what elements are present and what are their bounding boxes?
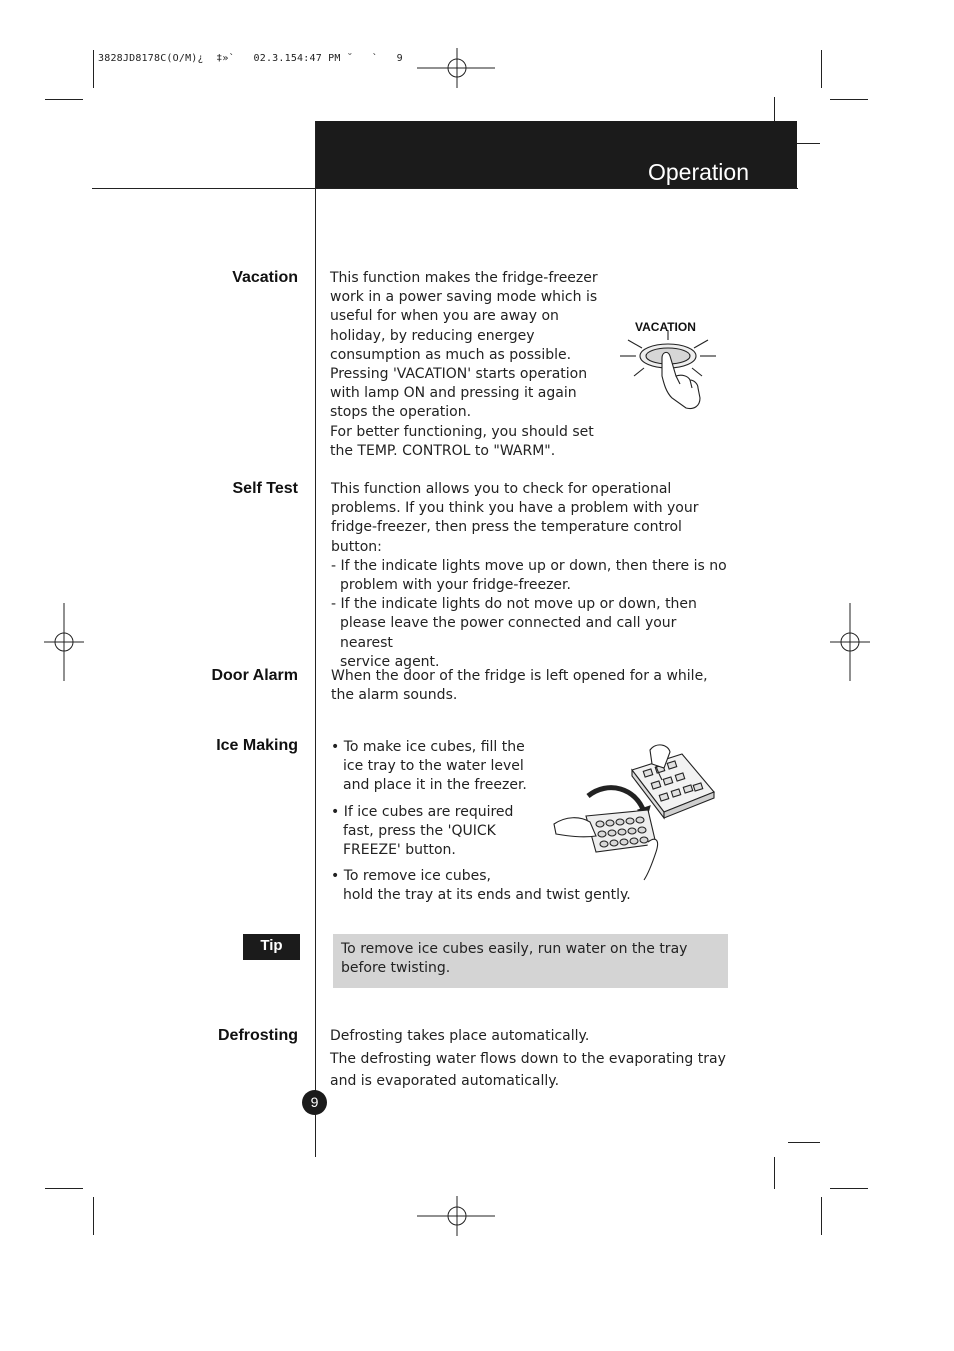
registration-mark-bottom: [417, 1196, 497, 1236]
registration-mark-right: [830, 603, 870, 683]
registration-mark-top: [417, 48, 497, 88]
section-label-defrosting: Defrosting: [218, 1027, 298, 1044]
vacation-button-label: VACATION: [635, 320, 696, 334]
header-bar: [316, 121, 797, 188]
self-test-text: This function allows you to check for operational problems. If you think you have a problem with your fridge-freezer, then press the temperature control button: - If the indicate lights move up or down, then there is no problem with your fridge-freezer. - If the indicate lights do not move up or down, then please leave the power connected and call your nearest service agent.: [331, 481, 727, 670]
vacation-text: This function makes the fridge-freezer work in a power saving mode which is useful for when you are away on holiday, by reducing energey consumption as much as possible. Pressing 'VACATION' starts operation with lamp ON and pressing it again stops the operation. For better functioning, you should set the TEMP. CONTROL to "WARM".: [330, 270, 598, 459]
page-number: 9: [302, 1090, 327, 1115]
print-info: 3828JD8178C(O/M)¿ ‡»` 02.3.154:47 PM ˘ ` 9: [98, 53, 403, 64]
ice-tray-illustration: [552, 740, 722, 882]
tip-box: [333, 934, 728, 988]
registration-mark-left: [44, 603, 84, 683]
section-label-door-alarm: Door Alarm: [211, 667, 298, 684]
page-title: Operation: [647, 159, 749, 185]
tip-line: To remove ice cubes easily, run water on the tray: [341, 941, 688, 957]
section-label-vacation: Vacation: [232, 269, 298, 286]
header-rule: [92, 188, 798, 189]
pressing-hand-icon: [612, 318, 727, 413]
door-alarm-text: When the door of the fridge is left opened for a while, the alarm sounds.: [331, 668, 708, 704]
defrosting-text: Defrosting takes place automatically. The defrosting water flows down to the evaporating tray and is evaporated automatically.: [330, 1028, 726, 1089]
section-label-self-test: Self Test: [232, 480, 298, 497]
section-label-ice-making: Ice Making: [216, 737, 298, 754]
column-divider: [315, 121, 316, 1157]
vacation-button-illustration: [612, 318, 727, 413]
tip-line: before twisting.: [341, 960, 451, 977]
ice-making-text: • To make ice cubes, fill the ice tray to the water level and place it in the freezer. • If ice cubes are required fast, press the 'QUICK FREEZE' button. • To remove ice cubes, hold the tray at its ends and twist gently.: [331, 739, 631, 904]
tip-label: Tip: [243, 934, 300, 960]
